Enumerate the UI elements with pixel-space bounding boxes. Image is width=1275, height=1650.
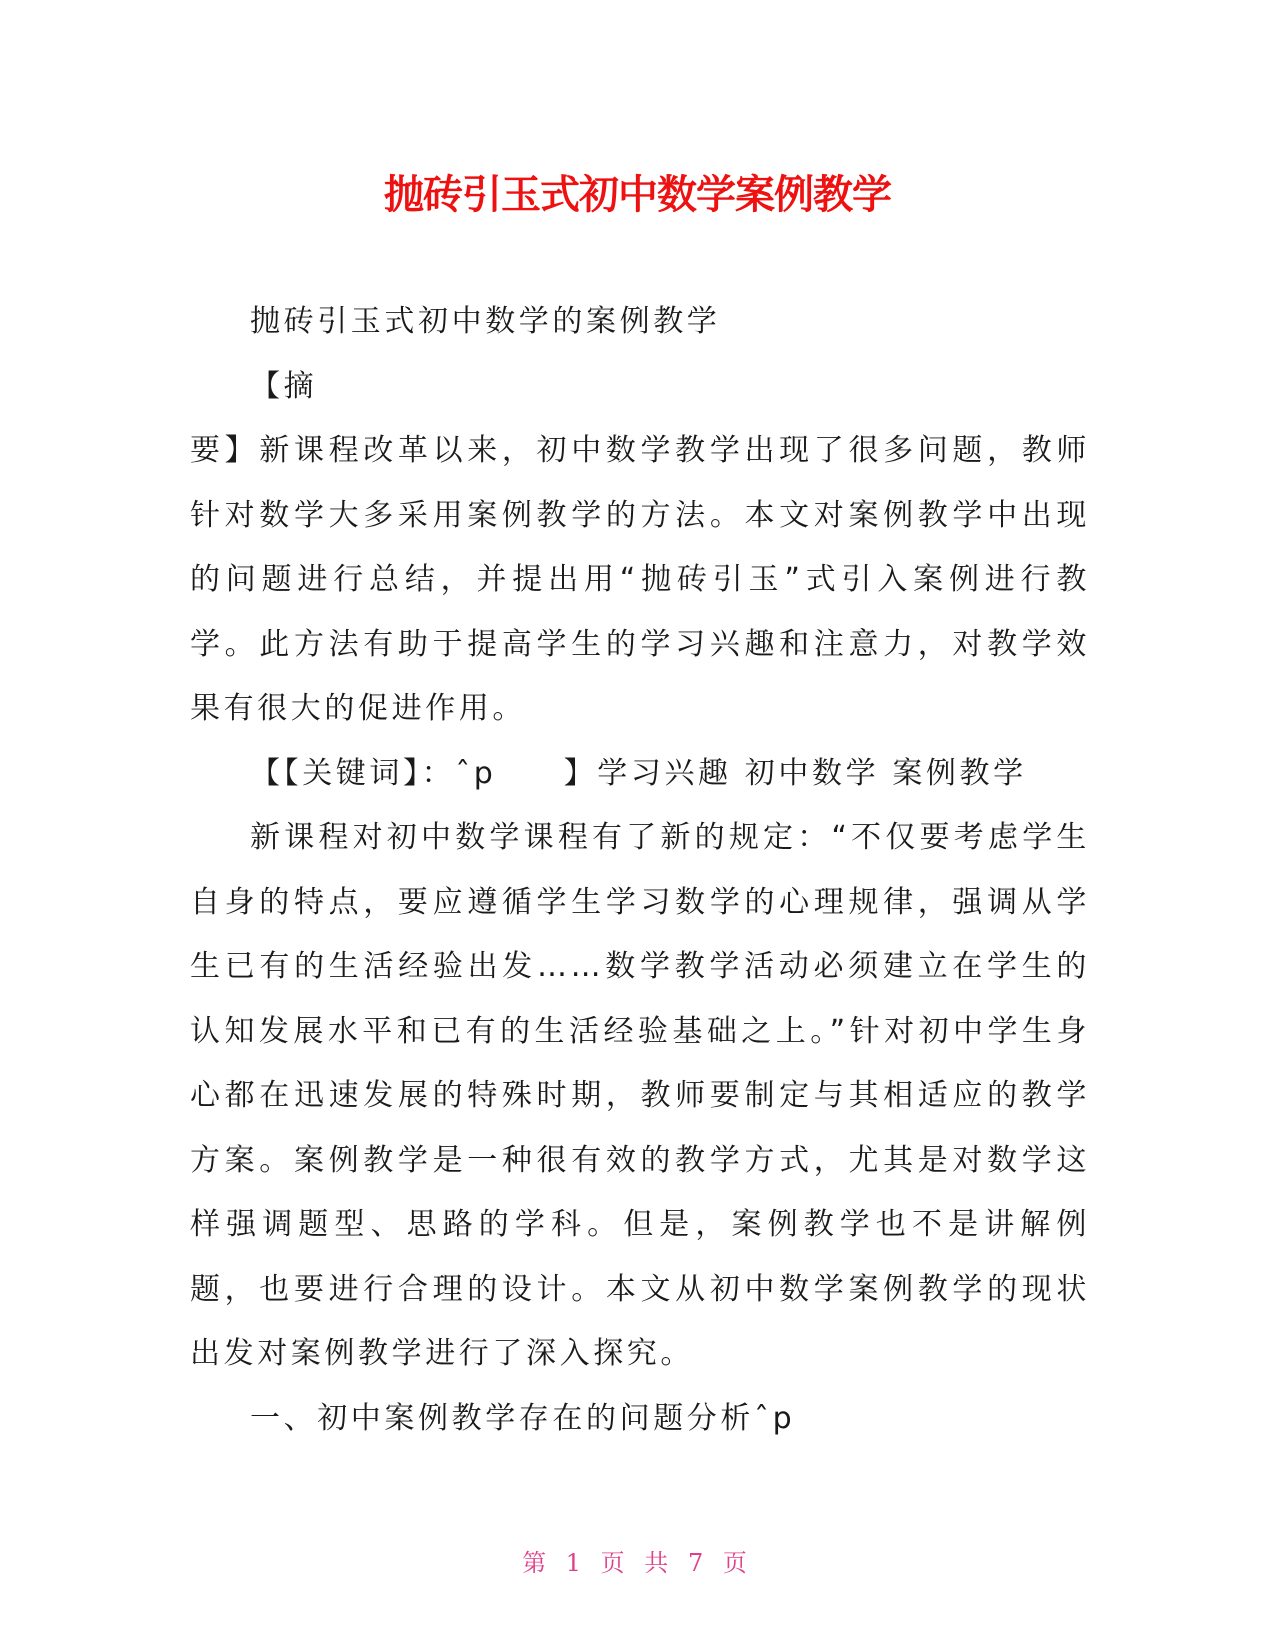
document-body <box>190 290 1090 1451</box>
section-heading: 一、初中案例教学存在的问题分析ˆp <box>250 1400 796 1436</box>
article-subtitle: 抛砖引玉式初中数学的案例教学 <box>250 304 721 339</box>
abstract-paragraph: 要】新课程改革以来，初中数学教学出现了很多问题，教师针对数学大多采用案例教学的方法。本文对案例教学中出现的问题进行总结，并提出用“抛砖引玉”式引入案例进行教学。此方法有助于提高学生的学习兴趣和注意力，对教学效果有很大的促进作用。 <box>190 433 1090 726</box>
keywords-line: 【【关键词】：ˆp 】学习兴趣 初中数学 案例教学 <box>250 755 1027 791</box>
document-title: 抛砖引玉式初中数学案例教学 <box>384 172 891 218</box>
page-number-footer: 第 1 页 共 7 页 <box>522 1549 753 1577</box>
abstract-label: 【摘 <box>250 368 318 404</box>
intro-paragraph: 新课程对初中数学课程有了新的规定：“不仅要考虑学生自身的特点，要应遵循学生学习数学的心理规律，强调从学生已有的生活经验出发……数学教学活动必须建立在学生的认知发展水平和已有的生活经验基础之上。”针对初中学生身心都在迅速发展的特殊时期，教师要制定与其相适应的教学方案。案例教学是一种很有效的教学方式，尤其是对数学这样强调题型、思路的学科。但是，案例教学也不是讲解例题，也要进行合理的设计。本文从初中数学案例教学的现状出发对案例教学进行了深入探究。 <box>190 820 1090 1371</box>
